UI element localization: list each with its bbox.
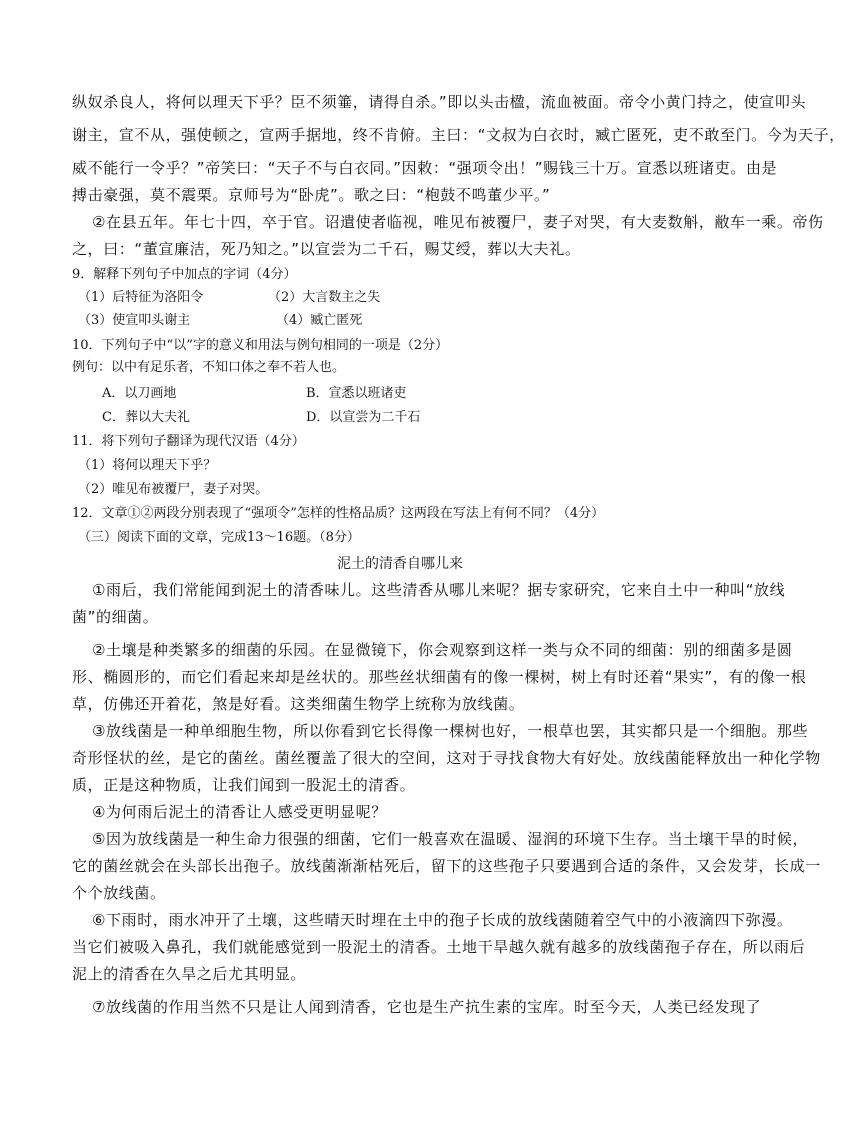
article-line: 质，正是这种物质，让我们闻到一股泥土的清香。 [72,776,416,794]
question-10-example: 例句：以中有足乐者，不知口体之奉不若人也。 [72,360,346,375]
question-9-item: （2）大言数主之失 [268,290,381,305]
article-line: ②土壤是种类繁多的细菌的乐园。在显微镜下，你会观察到这样一类与众不同的细菌：别的细菌多是圆 [92,641,793,659]
article-line: ⑦放线菌的作用当然不只是让人闻到清香，它也是生产抗生素的宝库。时至今天，人类已经发现了 [92,998,762,1016]
question-9-item: （3）使宣叩头谢主 [78,313,191,328]
passage-line: 纵奴杀良人，将何以理天下乎？臣不须箠，请得自杀。”即以头击楹，流血被面。帝令小黄门持之，使宣叩头 [72,93,807,111]
passage-line: 搏击豪强，莫不震栗。京师号为“卧虎”。歌之曰：“枹鼓不鸣董少平。” [72,186,551,204]
question-10-option-c: C．葬以大夫礼 [102,410,190,425]
question-12: 12．文章①②两段分别表现了“强项令”怎样的性格品质？这两段在写法上有何不同？（4分） [72,506,605,521]
passage-line: 威不能行一令乎？”帝笑曰：“天子不与白衣同。”因敕：“强项令出！”赐钱三十万。宣悉以班诸吏。由是 [72,159,778,177]
question-10-option-d: D．以宣尝为二千石 [306,410,421,425]
question-9: 9．解释下列句子中加点的字词（4分） [72,267,297,282]
article-line: ③放线菌是一种单细胞生物，所以你看到它长得像一棵树也好，一根草也罢，其实都只是一个细胞。那些 [92,722,809,740]
article-title: 泥土的清香自哪儿来 [337,556,463,572]
article-line: 当它们被吸入鼻孔，我们就能感觉到一股泥土的清香。土地干旱越久就有越多的放线菌孢子存在，所以雨后 [72,938,806,956]
article-line: ④为何雨后泥土的清香让人感受更明显呢？ [92,803,387,821]
article-line: 它的菌丝就会在头部长出孢子。放线菌渐渐枯死后，留下的这些孢子只要遇到合适的条件，又会发芽，长成一 [72,857,821,875]
article-line: 草，仿佛还开着花，煞是好看。这类细菌生物学上统称为放线菌。 [72,695,525,713]
question-9-item: （1）后特征为洛阳令 [78,290,204,305]
article-line: 泥上的清香在久旱之后尤其明显。 [72,965,307,983]
article-line: ⑤因为放线菌是一种生命力很强的细菌，它们一般喜欢在温暖、湿润的环境下生存。当土壤干旱的时候， [92,830,809,848]
passage-paragraph-2-line: 之，曰：“董宣廉洁，死乃知之。”以宣尝为二千石，赐艾绶，葬以大夫礼。 [72,240,581,258]
section-3-heading: （三）阅读下面的文章，完成13～16题。（8分） [78,530,360,545]
question-11: 11．将下列句子翻译为现代汉语（4分） [72,434,305,449]
passage-paragraph-2-line: ②在县五年。年七十四，卒于官。诏遣使者临视，唯见布被覆尸，妻子对哭，有大麦数斛，敝车一乘。帝伤 [92,213,824,231]
article-line: ⑥下雨时，雨水冲开了土壤，这些晴天时埋在土中的孢子长成的放线菌随着空气中的小液滴四下弥漫。 [92,911,793,929]
passage-line: 谢主，宣不从，强使顿之，宣两手据地，终不肯俯。主曰：“文叔为白衣时，臧亡匿死，吏不敢至门。今为天子， [72,126,845,144]
question-10-option-b: B．宣悉以班诸吏 [306,386,407,401]
article-line: 奇形怪状的丝，是它的菌丝。菌丝覆盖了很大的空间，这对于寻找食物大有好处。放线菌能释放出一种化学物 [72,749,821,767]
article-line: 个个放线菌。 [72,884,166,902]
article-line: 菌”的细菌。 [72,608,159,626]
question-10: 10．下列句子中“以”字的意义和用法与例句相同的一项是（2分） [72,338,449,353]
question-10-option-a: A．以刀画地 [102,386,177,401]
article-line: 形、椭圆形的，而它们看起来却是丝状的。那些丝状细菌有的像一棵树，树上有时还着“果实”，有的像一根 [72,668,807,686]
article-line: ①雨后，我们常能闻到泥土的清香味儿。这些清香从哪儿来呢？据专家研究，它来自土中一种叫“放线 [92,581,786,599]
question-9-item: （4）臧亡匿死 [276,313,363,328]
question-11-item: （2）唯见布被覆尸，妻子对哭。 [78,482,269,497]
question-11-item: （1）将何以理天下乎？ [78,458,217,473]
